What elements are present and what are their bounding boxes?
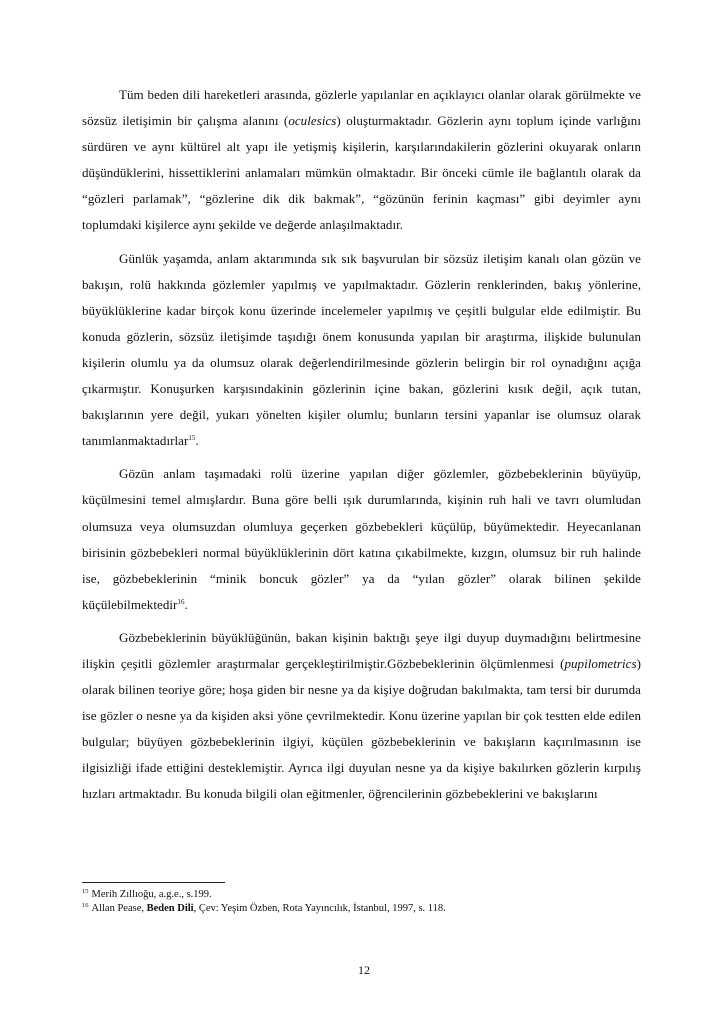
footnotes xyxy=(82,888,642,915)
footnote-reference: 16 xyxy=(177,597,185,606)
footnote-number: 15 xyxy=(82,888,89,895)
paragraph xyxy=(82,625,641,808)
footnote-separator xyxy=(82,882,225,883)
footnote-text: , Çev: Yeşim Özben, Rota Yayıncılık, İstanbul, 1997, s. 118. xyxy=(193,902,446,914)
footnote xyxy=(82,902,642,916)
book-title: Beden Dili xyxy=(146,902,194,914)
page-number: 12 xyxy=(358,963,370,977)
text-run: . xyxy=(184,596,188,612)
footnote-text: Allan Pease, xyxy=(91,902,147,914)
text-run: . xyxy=(195,433,199,449)
text-run: ) oluşturmaktadır. Gözlerin aynı toplum içinde varlığını sürdüren ve aynı kültürel alt yapı ile yetişmiş kişilerin, karşılarındakilerin gözlerini okuyarak onların düşündüklerini, hissettiklerini anlamaları mümkün olmaktadır. Bir önceki cümle ile bağlantılı olarak da “gözleri parlamak”, “gözlerine dik dik bakmak”, “gözünün ferinin kaçması” gibi deyimler aynı toplumdaki kişilerce aynı şekilde ve değerde anlaşılmaktadır. xyxy=(82,113,641,233)
footnote-text: Merih Zıllıoğu, a.g.e., s.199. xyxy=(91,889,212,900)
footnote xyxy=(82,888,642,902)
text-run: Tüm beden dili hareketleri arasında, gözlerle yapılanlar en açıklayıcı olanlar olarak görülmekte ve sözsüz iletişimin bir çalışma alanını ( xyxy=(82,87,641,129)
footnote-reference: 15 xyxy=(188,434,196,443)
paragraph xyxy=(82,461,641,618)
text-run: Gözbebeklerinin büyüklüğünün, bakan kişinin baktığı şeye ilgi duyup duymadığını belirtmesine ilişkin çeşitli gözlemler araştırmalar gerçekleştirilmiştir.Gözbebeklerinin ölçümlenmesi ( xyxy=(82,629,641,671)
text-run: Günlük yaşamda, anlam aktarımında sık sık başvurulan bir sözsüz iletişim kanalı olan gözün ve bakışın, rolü hakkında gözlemler yapılmış ve yapılmaktadır. Gözlerin renklerinden, bakış yönlerine, büyüklüklerine kadar birçok konu üzerinde incelemeler yapılmış ve çeşitli bulgular elde edilmiştir. Bu konuda gözlerin, sözsüz iletişimde taşıdığı önem konusunda yapılan bir araştırma, ilişkide bulunulan kişilerin olumlu ya da olumsuz olarak değerlendirilmesinde gözlerin belirgin bir rol oynadığını açığa çıkarmıştır. Konuşurken karşısındakinin gözlerinin içine bakan, gözlerini kısık değil, açık tutan, bakışlarının yere değil, yukarı yönelten kişiler olumlu; bunların tersini yapanlar ise olumsuz olarak tanımlanmaktadırlar xyxy=(82,250,641,449)
body-text xyxy=(82,82,641,815)
paragraph xyxy=(82,246,641,455)
italic-term: pupilometrics xyxy=(564,655,637,671)
text-run: Gözün anlam taşımadaki rolü üzerine yapılan diğer gözlemler, gözbebeklerinin büyüyüp, küçülmesini temel almışlardır. Buna göre belli ışık durumlarında, kişinin ruh hali ve tavrı olumludan olumsuza veya olumsuzdan olumluya geçerken gözbebekleri küçülüp, büyümektedir. Heyecanlanan birisinin gözbebekleri normal büyüklüklerinin dört katına çıkabilmekte, kızgın, olumsuz bir ruh halinde ise, gözbebeklerinin “minik boncuk gözler” ya da “yılan gözler” olarak bilinen şekilde küçülebilmektedir xyxy=(82,466,641,612)
footnote-number: 16 xyxy=(82,901,89,909)
paragraph xyxy=(82,82,641,239)
text-run: ) olarak bilinen teoriye göre; hoşa giden bir nesne ya da kişiye doğrudan bakılmakta, tam tersi bir durumda ise gözler o nesne ya da kişiden aksi yöne çevrilmektedir. Konu üzerine yapılan bir çok testten elde edilen bulgular; büyüyen gözbebeklerinin ilgiyi, küçülen gözbebeklerinin ve bakışların kaçırılmasının ise ilgisizliği ifade ettiğini desteklemiştir. Ayrıca ilgi duyulan nesne ya da kişiye bakılırken gözlerin kırpılış hızları artmaktadır. Bu konuda bilgili olan eğitmenler, öğrencilerinin gözbebeklerini ve bakışlarını xyxy=(82,655,641,802)
italic-term: oculesics xyxy=(288,113,337,129)
